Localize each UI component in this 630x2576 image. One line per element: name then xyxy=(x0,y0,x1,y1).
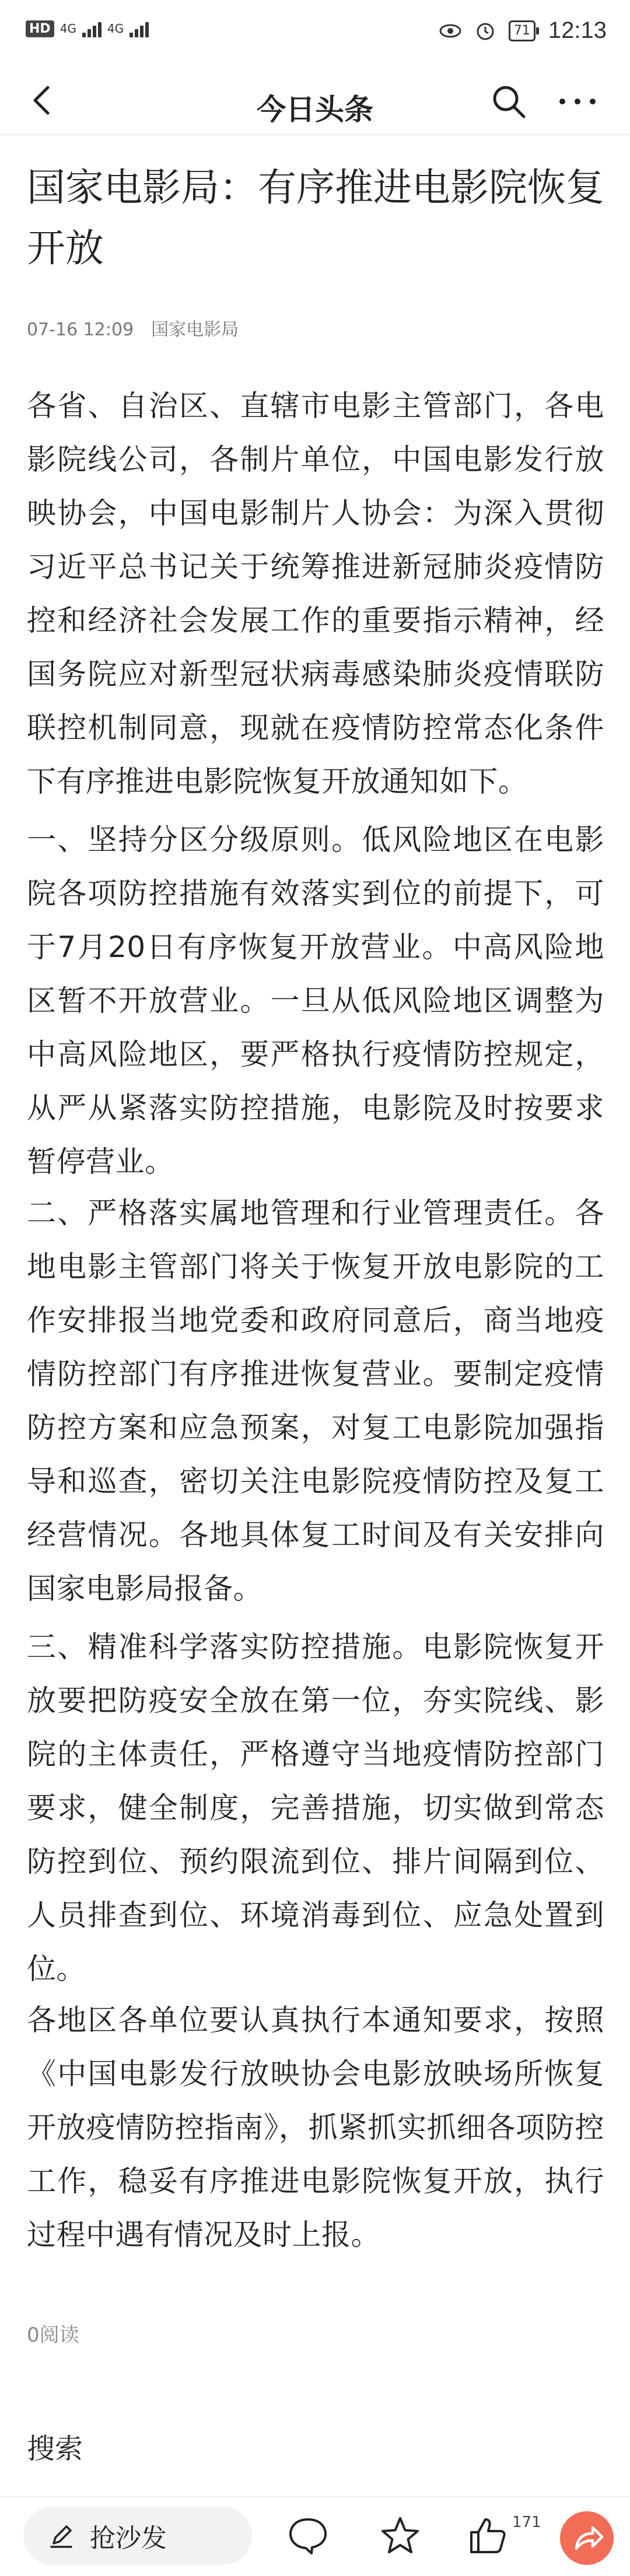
eye-comfort-icon xyxy=(439,22,462,40)
thumb-up-icon[interactable] xyxy=(466,2514,510,2558)
search-icon[interactable] xyxy=(490,83,527,120)
related-search-heading[interactable]: 搜索 xyxy=(27,2433,83,2465)
article-paragraph: 一、坚持分区分级原则。低风险地区在电影院各项防控措施有效落实到位的前提下，可于7月20日有序恢复开放营业。中高风险地区暂不开放营业。一旦从低风险地区调整为中高风险地区，要严格执行疫情防控规定，从严从紧落实防控措施，电影院及时按要求暂停营业。 xyxy=(27,823,604,1179)
article-paragraph: 各省、自治区、直辖市电影主管部门，各电影院线公司，各制片单位，中国电影发行放映协会，中国电影制片人协会：为深入贯彻习近平总书记关于统筹推进新冠肺炎疫情防控和经济社会发展工作的重要指示精神，经国务院应对新型冠状病毒感染肺炎疫情联防联控机制同意，现就在疫情防控常态化条件下有序推进电影院恢复开放通知如下。 xyxy=(27,389,604,798)
network-type-2: 4G xyxy=(107,22,124,36)
signal-icon xyxy=(82,20,102,37)
alarm-icon xyxy=(475,20,496,41)
read-count: 0阅读 xyxy=(27,2323,79,2347)
comment-icon[interactable] xyxy=(286,2514,330,2558)
clock: 12:13 xyxy=(548,17,607,43)
status-bar xyxy=(0,0,630,70)
pen-icon xyxy=(47,2521,76,2550)
article-title: 国家电影局：有序推进电影院恢复开放 xyxy=(27,165,604,271)
article-meta xyxy=(27,315,239,341)
article-source[interactable]: 国家电影局 xyxy=(151,320,239,340)
comment-placeholder: 抢沙发 xyxy=(90,2524,167,2553)
share-button[interactable] xyxy=(560,2511,614,2565)
article-paragraph: 三、精准科学落实防控措施。电影院恢复开放要把防疫安全放在第一位，夯实院线、影院的主体责任，严格遵守当地疫情防控部门要求，健全制度，完善措施，切实做到常态防控到位、预约限流到位、排片间隔到位、人员排查到位、环境消毒到位、应急处置到位。 xyxy=(27,1630,604,1986)
share-icon xyxy=(560,2511,614,2565)
hd-badge: HD xyxy=(26,20,54,37)
article-paragraph: 各地区各单位要认真执行本通知要求，按照《中国电影发行放映协会电影放映场所恢复开放疫情防控指南》，抓紧抓实抓细各项防控工作，稳妥有序推进电影院恢复开放，执行过程中遇有情况及时上报。 xyxy=(27,2003,604,2252)
comment-input[interactable] xyxy=(23,2507,252,2565)
star-icon[interactable] xyxy=(378,2514,422,2558)
network-type-1: 4G xyxy=(60,22,76,36)
article-paragraph: 二、严格落实属地管理和行业管理责任。各地电影主管部门将关于恢复开放电影院的工作安排报当地党委和政府同意后，商当地疫情防控部门有序推进恢复营业。要制定疫情防控方案和应急预案，对复工电影院加强指导和巡查，密切关注电影院疫情防控及复工经营情况。各地具体复工时间及有关安排向国家电影局报备。 xyxy=(27,1196,604,1606)
app-title: 今日头条 xyxy=(257,93,373,127)
status-left xyxy=(26,20,149,37)
app-header xyxy=(0,70,630,135)
more-icon[interactable] xyxy=(554,83,601,120)
signal-icon-2 xyxy=(130,20,149,37)
battery-indicator: 71 xyxy=(509,20,536,41)
status-right xyxy=(439,17,607,44)
publish-date: 07-16 12:09 xyxy=(27,320,134,340)
bottom-action-bar xyxy=(0,2496,630,2576)
like-count: 171 xyxy=(512,2514,541,2531)
